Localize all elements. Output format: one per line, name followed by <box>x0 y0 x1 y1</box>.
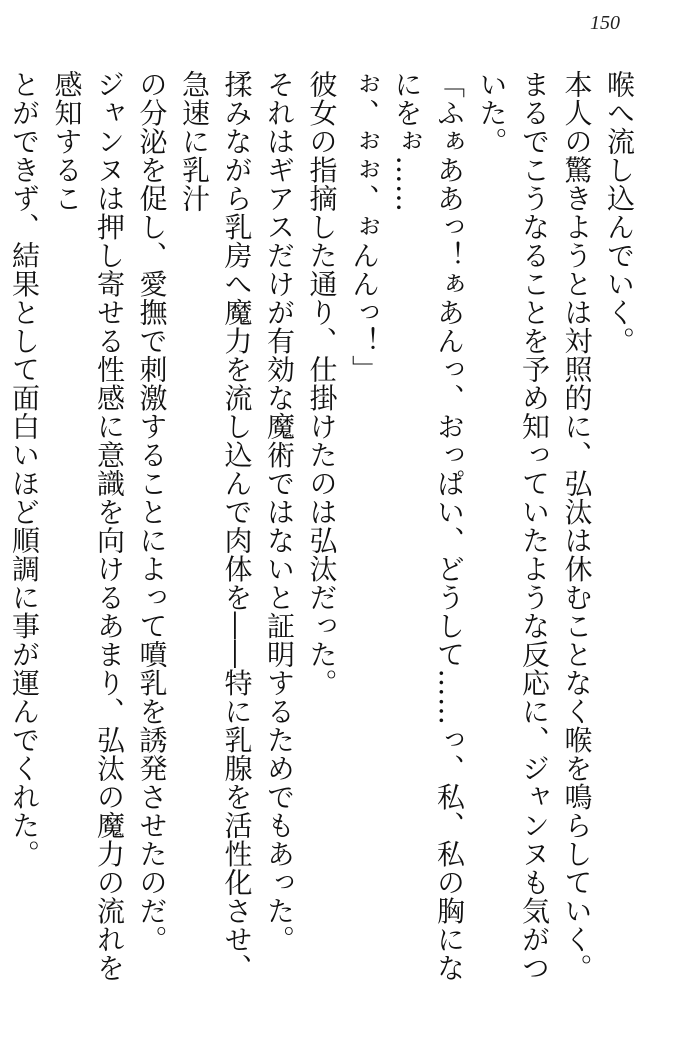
page-number: 150 <box>590 12 620 34</box>
text-line-9: の分泌を促し、愛撫で刺激することによって噴乳を誘発させたのだ。 <box>135 70 169 954</box>
vertical-text-body <box>8 70 640 1010</box>
text-line-7: それはギアスだけが有効な魔術ではないと証明するためでもあった。 <box>263 70 296 954</box>
text-line-8: 揉みながら乳房へ魔力を流し込んで肉体を――特に乳腺を活性化させ、急速に乳汁 <box>178 70 254 982</box>
text-line-6: 彼女の指摘した通り、仕掛けたのは弘汰だった。 <box>305 70 339 697</box>
text-line-12 <box>0 70 3 1010</box>
text-line-1: 喉へ流し込んでいく。 <box>603 70 636 355</box>
text-line-3: まるでこうなることを予め知っていたような反応に、ジャンヌも気がついた。 <box>475 70 551 982</box>
text-line-11: とができず、結果として面白いほど順調に事が運んでくれた。 <box>8 70 41 868</box>
text-line-4: 「ふぁああっ！ぁあんっ、おっぱい、どうして……っ、私、私の胸になにをぉ…… <box>390 70 466 982</box>
text-line-10: ジャンヌは押し寄せる性感に意識を向けるあまり、弘汰の魔力の流れを感知するこ <box>50 70 126 982</box>
text-line-2: 本人の驚きようとは対照的に、弘汰は休むことなく喉を鳴らしていく。 <box>560 70 594 982</box>
text-line-5: ぉ、ぉぉ、ぉんんっ！」 <box>348 70 381 384</box>
